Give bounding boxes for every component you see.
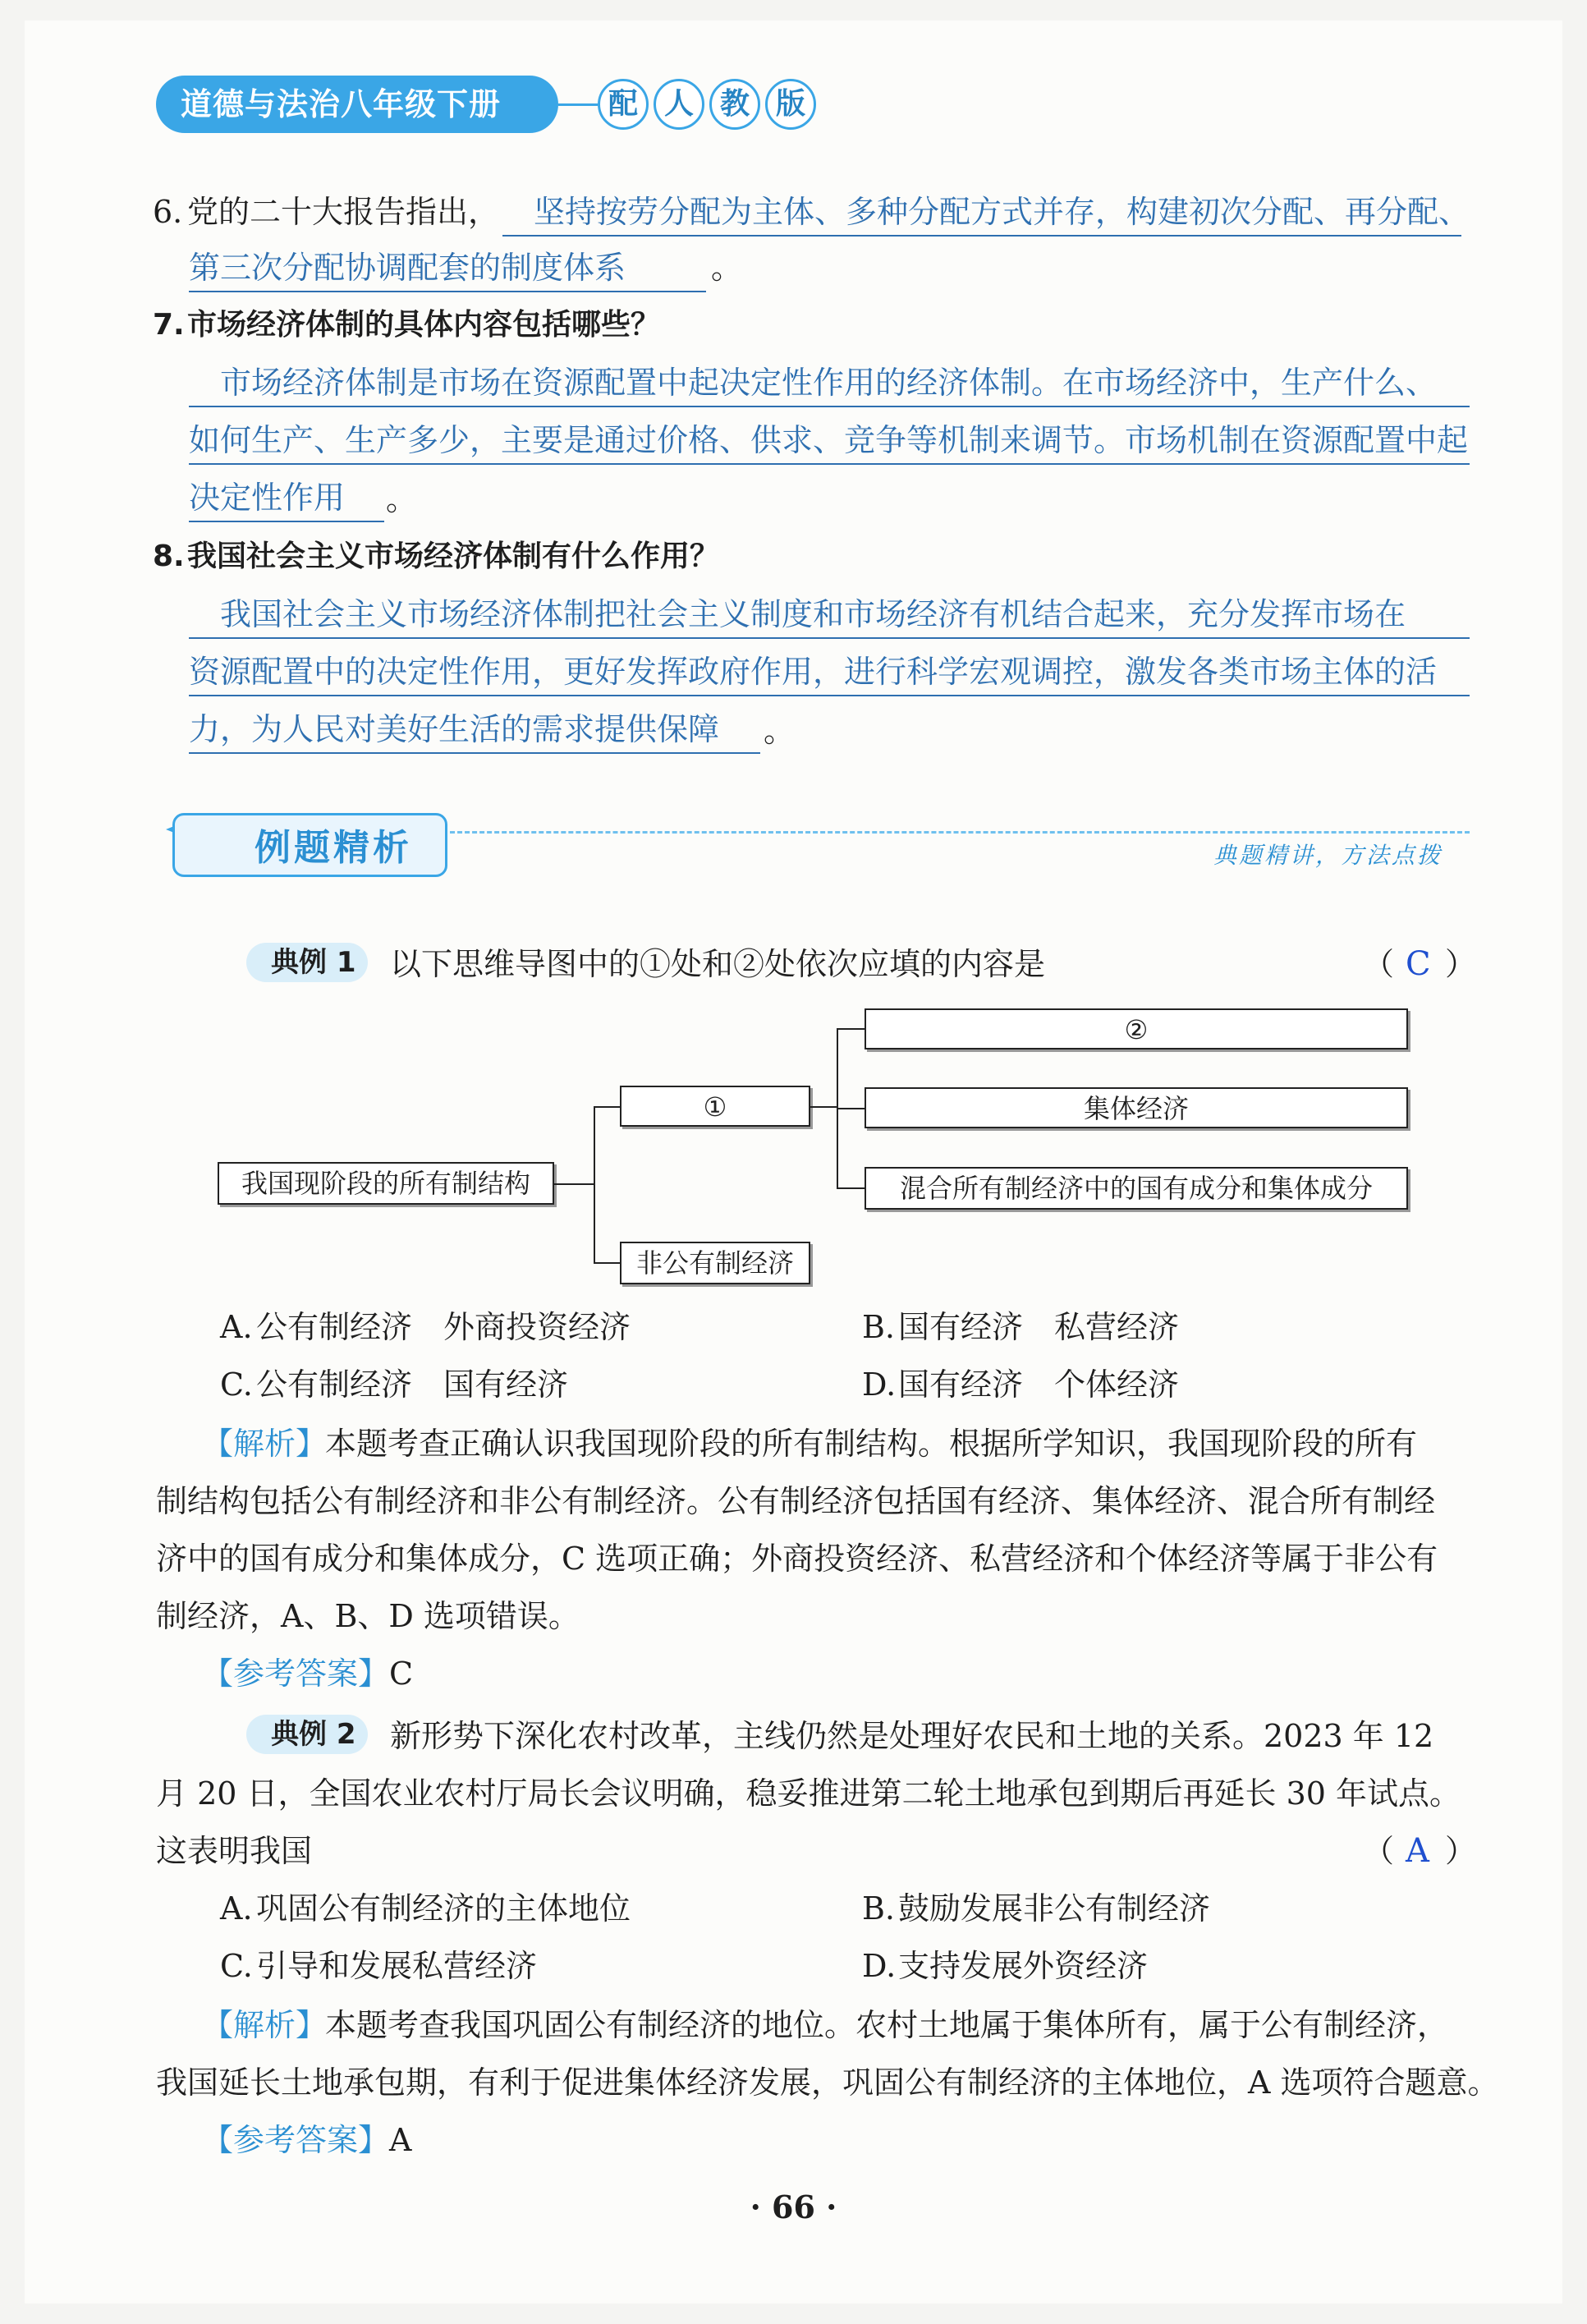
reference-answer-tag: 【参考答案】 [202, 2122, 390, 2158]
section-subtitle: 典题精讲，方法点拨 [1213, 842, 1443, 869]
mindmap-node-nonpublic: 非公有制经济 [620, 1242, 810, 1284]
connector-line [810, 1106, 838, 1108]
edition-badge: 教 [709, 79, 760, 130]
option-text: 公有制经济 外商投资经济 [256, 1309, 631, 1345]
answer-underline [189, 752, 760, 754]
q8-answer-line: 我国社会主义市场经济体制把社会主义制度和市场经济有机结合起来，充分发挥市场在 [220, 596, 1406, 632]
q7-answer-line: 如何生产、生产多少，主要是通过价格、供求、竞争等机制来调节。市场机制在资源配置中起 [189, 422, 1469, 458]
option-text: 巩固公有制经济的主体地位 [256, 1890, 631, 1927]
q7-answer-line: 决定性作用 [189, 480, 346, 516]
edition-badge: 版 [765, 79, 816, 130]
connector-line [594, 1262, 620, 1264]
mindmap-root: 我国现阶段的所有制结构 [218, 1162, 554, 1205]
answer-underline [189, 291, 706, 292]
analysis-line: 本题考查我国巩固公有制经济的地位。农村土地属于集体所有，属于公有制经济， [325, 2007, 1449, 2043]
analysis-line: 制结构包括公有制经济和非公有制经济。公有制经济包括国有经济、集体经济、混合所有制经 [156, 1483, 1436, 1519]
answer-underline [189, 637, 1470, 639]
q7-answer-line: 市场经济体制是市场在资源配置中起决定性作用的经济体制。在市场经济中，生产什么、 [220, 365, 1438, 401]
connector-line [594, 1106, 620, 1108]
option-label: D. [862, 1366, 897, 1403]
reference-answer: A [389, 2122, 412, 2158]
q6-prompt: 党的二十大报告指出， [187, 194, 500, 230]
example-tag: 典例 2 [246, 1715, 368, 1754]
answer-underline [189, 406, 1470, 407]
q8-number: 8. [153, 540, 185, 573]
example2-answer: A [1406, 1832, 1429, 1870]
q8-answer-line: 资源配置中的决定性作用，更好发挥政府作用，进行科学宏观调控，激发各类市场主体的活 [189, 654, 1438, 690]
option-text: 鼓励发展非公有制经济 [898, 1890, 1211, 1927]
analysis-line: 济中的国有成分和集体成分，C 选项正确；外商投资经济、私营经济和个体经济等属于非公有 [156, 1541, 1438, 1577]
connector-line [554, 1183, 595, 1185]
q8-answer-line: 力，为人民对美好生活的需求提供保障 [189, 711, 720, 747]
q8-prompt: 我国社会主义市场经济体制有什么作用？ [187, 540, 720, 573]
answer-paren-right: ） [1445, 946, 1477, 982]
example1-question: 以下思维导图中的①处和②处依次应填的内容是 [390, 946, 1046, 982]
mindmap-node-collective: 集体经济 [865, 1087, 1408, 1128]
answer-underline [502, 235, 1461, 237]
edition-badge: 配 [598, 79, 649, 130]
answer-paren-left: （ [1363, 946, 1395, 982]
answer-underline [189, 521, 384, 522]
q6-end: 。 [711, 250, 743, 286]
example-tag: 典例 1 [246, 943, 368, 982]
analysis-line: 制经济，A、B、D 选项错误。 [156, 1598, 580, 1634]
analysis-line: 本题考查正确认识我国现阶段的所有制结构。根据所学知识，我国现阶段的所有 [325, 1426, 1418, 1462]
q6-number: 6. [153, 194, 183, 230]
answer-underline [189, 695, 1470, 696]
option-label: B. [862, 1309, 896, 1345]
option-text: 国有经济 个体经济 [898, 1366, 1180, 1403]
option-text: 引导和发展私营经济 [256, 1948, 538, 1984]
connector-line [594, 1106, 595, 1264]
example2-question-line: 月 20 日，全国农业农村厅局长会议明确，稳妥推进第二轮土地承包到期后再延长 30 年试点。 [156, 1775, 1461, 1812]
option-label: A. [220, 1890, 253, 1927]
reference-answer-tag: 【参考答案】 [202, 1656, 390, 1692]
analysis-line: 我国延长土地承包期，有利于促进集体经济发展，巩固公有制经济的主体地位，A 选项符合题意。 [156, 2065, 1499, 2101]
example1-answer: C [1406, 945, 1431, 983]
connector-line [837, 1028, 865, 1030]
mindmap-node-1: ① [620, 1086, 810, 1127]
q8-end: 。 [764, 713, 796, 749]
page-number: · 66 · [750, 2189, 837, 2225]
section-divider [450, 831, 1470, 834]
section-title: 例题精析 [255, 827, 412, 869]
edition-badge: 人 [654, 79, 704, 130]
option-label: B. [862, 1890, 896, 1927]
option-label: C. [220, 1366, 253, 1403]
analysis-tag: 【解析】 [202, 2007, 328, 2043]
q6-answer-line2: 第三次分配协调配套的制度体系 [189, 250, 626, 286]
reference-answer: C [389, 1656, 414, 1692]
q7-prompt: 市场经济体制的具体内容包括哪些？ [187, 308, 661, 342]
option-label: D. [862, 1948, 897, 1984]
connector-line [837, 1187, 865, 1189]
option-text: 支持发展外资经济 [898, 1948, 1149, 1984]
mindmap-node-mixed: 混合所有制经济中的国有成分和集体成分 [865, 1167, 1408, 1210]
answer-underline [189, 463, 1470, 465]
analysis-tag: 【解析】 [202, 1426, 328, 1462]
option-text: 国有经济 私营经济 [898, 1309, 1180, 1345]
option-text: 公有制经济 国有经济 [256, 1366, 569, 1403]
mindmap-node-2: ② [865, 1008, 1408, 1049]
q7-number: 7. [153, 308, 185, 342]
connector-line [837, 1108, 865, 1109]
q6-answer-line1: 坚持按劳分配为主体、多种分配方式并存，构建初次分配、再分配、 [534, 194, 1470, 230]
q7-end: 。 [386, 481, 418, 517]
example2-question-line: 这表明我国 [156, 1833, 313, 1869]
option-label: A. [220, 1309, 253, 1345]
answer-paren-right: ） [1445, 1833, 1477, 1869]
answer-paren-left: （ [1363, 1833, 1395, 1869]
example2-question-line: 新形势下深化农村改革，主线仍然是处理好农民和土地的关系。2023 年 12 [390, 1718, 1434, 1754]
banner-connector [558, 103, 598, 106]
option-label: C. [220, 1948, 253, 1984]
book-title-banner: 道德与法治八年级下册 [156, 76, 558, 133]
